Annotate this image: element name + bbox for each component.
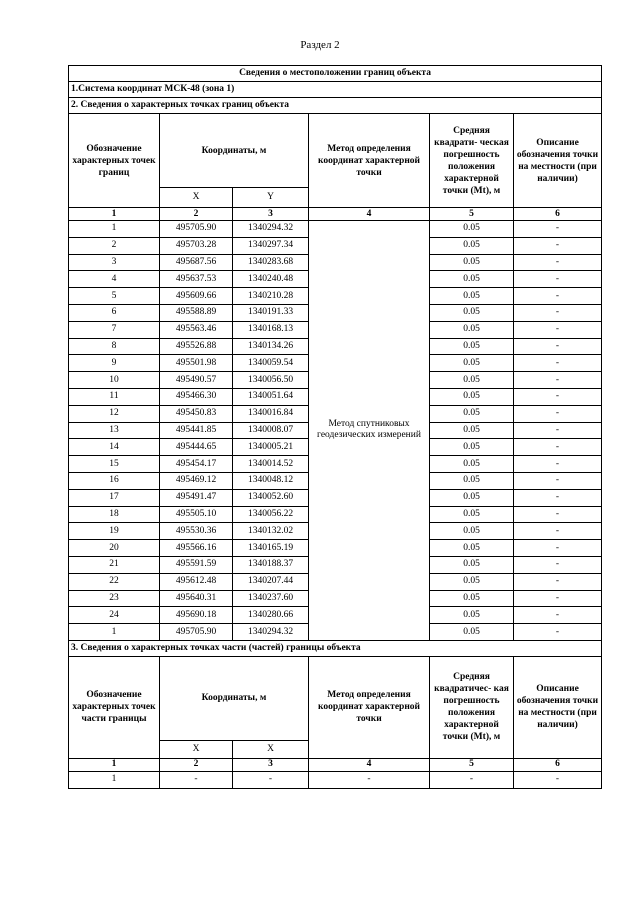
point-id: 6 — [69, 304, 160, 321]
description-value: - — [514, 624, 602, 641]
coord-y: 1340207.44 — [233, 573, 309, 590]
part2-col-method: Метод определения координат характерной точки — [309, 114, 430, 208]
col-number: 6 — [514, 758, 602, 771]
description-value: - — [514, 304, 602, 321]
accuracy-value: 0.05 — [430, 304, 514, 321]
point-id: 14 — [69, 439, 160, 456]
accuracy-value: 0.05 — [430, 523, 514, 540]
coord-x: 495703.28 — [160, 237, 233, 254]
part3-numbers-row — [69, 758, 602, 771]
coord-x: 495705.90 — [160, 221, 233, 238]
point-id: 16 — [69, 472, 160, 489]
coord-x: 495588.89 — [160, 304, 233, 321]
description-value: - — [514, 237, 602, 254]
coord-x: 495450.83 — [160, 405, 233, 422]
accuracy-value: 0.05 — [430, 472, 514, 489]
col-number: 2 — [160, 208, 233, 221]
description-value: - — [514, 422, 602, 439]
description-value: - — [514, 355, 602, 372]
coord-y: - — [233, 771, 309, 788]
accuracy-value: 0.05 — [430, 489, 514, 506]
point-id: 5 — [69, 288, 160, 305]
method-value: - — [309, 771, 430, 788]
coord-y: 1340294.32 — [233, 221, 309, 238]
part3-title: 3. Сведения о характерных точках части (частей) границы объекта — [69, 640, 602, 656]
coord-y: 1340210.28 — [233, 288, 309, 305]
coord-x: 495687.56 — [160, 254, 233, 271]
description-value: - — [514, 254, 602, 271]
part3-col-x: X — [160, 740, 233, 758]
accuracy-value: 0.05 — [430, 405, 514, 422]
method-value: Метод спутниковых геодезических измерений — [309, 221, 430, 641]
accuracy-value: - — [430, 771, 514, 788]
coord-y: 1340280.66 — [233, 607, 309, 624]
coord-y: 1340240.48 — [233, 271, 309, 288]
description-value: - — [514, 489, 602, 506]
coordinate-system-label: 1.Система координат МСК-48 (зона 1) — [69, 82, 602, 98]
description-value: - — [514, 607, 602, 624]
table-title: Сведения о местоположении границ объекта — [69, 66, 602, 82]
accuracy-value: 0.05 — [430, 221, 514, 238]
point-id: 10 — [69, 372, 160, 389]
point-id: 1 — [69, 624, 160, 641]
coord-x: 495441.85 — [160, 422, 233, 439]
coord-y: 1340016.84 — [233, 405, 309, 422]
col-number: 3 — [233, 208, 309, 221]
accuracy-value: 0.05 — [430, 590, 514, 607]
accuracy-value: 0.05 — [430, 556, 514, 573]
col-number: 1 — [69, 758, 160, 771]
coord-x: 495609.66 — [160, 288, 233, 305]
coord-y: 1340168.13 — [233, 321, 309, 338]
accuracy-value: 0.05 — [430, 624, 514, 641]
coord-y: 1340132.02 — [233, 523, 309, 540]
point-id: 9 — [69, 355, 160, 372]
col-number: 3 — [233, 758, 309, 771]
coord-x: 495640.31 — [160, 590, 233, 607]
description-value: - — [514, 439, 602, 456]
point-id: 20 — [69, 540, 160, 557]
accuracy-value: 0.05 — [430, 254, 514, 271]
part2-title: 2. Сведения о характерных точках границ объекта — [69, 98, 602, 114]
boundary-table — [68, 65, 602, 789]
coord-x: 495566.16 — [160, 540, 233, 557]
part3-col-method: Метод определения координат характерной точки — [309, 656, 430, 758]
coord-x: 495526.88 — [160, 338, 233, 355]
accuracy-value: 0.05 — [430, 372, 514, 389]
accuracy-value: 0.05 — [430, 288, 514, 305]
part2-col-coords: Координаты, м — [160, 114, 309, 188]
coord-x: - — [160, 771, 233, 788]
coord-x: 495563.46 — [160, 321, 233, 338]
accuracy-value: 0.05 — [430, 506, 514, 523]
coord-x: 495612.48 — [160, 573, 233, 590]
coord-y: 1340056.22 — [233, 506, 309, 523]
point-id: 1 — [69, 221, 160, 238]
description-value: - — [514, 388, 602, 405]
description-value: - — [514, 338, 602, 355]
coord-x: 495490.57 — [160, 372, 233, 389]
coord-x: 495591.59 — [160, 556, 233, 573]
part2-numbers-row — [69, 208, 602, 221]
point-id: 22 — [69, 573, 160, 590]
accuracy-value: 0.05 — [430, 573, 514, 590]
point-id: 4 — [69, 271, 160, 288]
accuracy-value: 0.05 — [430, 388, 514, 405]
coord-x: 495690.18 — [160, 607, 233, 624]
description-value: - — [514, 321, 602, 338]
coord-x: 495454.17 — [160, 456, 233, 473]
accuracy-value: 0.05 — [430, 439, 514, 456]
description-value: - — [514, 523, 602, 540]
col-number: 4 — [309, 208, 430, 221]
accuracy-value: 0.05 — [430, 355, 514, 372]
system-row — [69, 82, 602, 98]
coord-x: 495530.36 — [160, 523, 233, 540]
point-id: 23 — [69, 590, 160, 607]
coord-x: 495501.98 — [160, 355, 233, 372]
table-row — [69, 221, 602, 238]
description-value: - — [514, 405, 602, 422]
part2-col-x: X — [160, 188, 233, 208]
section-title: Раздел 2 — [300, 39, 340, 51]
coord-y: 1340014.52 — [233, 456, 309, 473]
coord-x: 495444.65 — [160, 439, 233, 456]
accuracy-value: 0.05 — [430, 321, 514, 338]
point-id: 11 — [69, 388, 160, 405]
description-value: - — [514, 556, 602, 573]
coord-y: 1340008.07 — [233, 422, 309, 439]
coord-y: 1340134.26 — [233, 338, 309, 355]
col-number: 5 — [430, 758, 514, 771]
accuracy-value: 0.05 — [430, 271, 514, 288]
part3-col-point: Обозначение характерных точек части границы — [69, 656, 160, 758]
coord-y: 1340237.60 — [233, 590, 309, 607]
part2-col-desc: Описание обозначения точки на местности (при наличии) — [514, 114, 602, 208]
point-id: 21 — [69, 556, 160, 573]
accuracy-value: 0.05 — [430, 338, 514, 355]
description-value: - — [514, 506, 602, 523]
point-id: 8 — [69, 338, 160, 355]
coord-y: 1340051.64 — [233, 388, 309, 405]
coord-y: 1340005.21 — [233, 439, 309, 456]
part2-col-y: Y — [233, 188, 309, 208]
coord-y: 1340052.60 — [233, 489, 309, 506]
coord-y: 1340059.54 — [233, 355, 309, 372]
description-value: - — [514, 573, 602, 590]
part3-col-y: X — [233, 740, 309, 758]
point-id: 7 — [69, 321, 160, 338]
description-value: - — [514, 771, 602, 788]
point-id: 15 — [69, 456, 160, 473]
description-value: - — [514, 472, 602, 489]
coord-y: 1340297.34 — [233, 237, 309, 254]
coord-x: 495469.12 — [160, 472, 233, 489]
part3-header-row — [69, 656, 602, 740]
description-value: - — [514, 288, 602, 305]
part2-header-row — [69, 114, 602, 188]
table-row — [69, 771, 602, 788]
coord-y: 1340056.50 — [233, 372, 309, 389]
point-id: 1 — [69, 771, 160, 788]
description-value: - — [514, 456, 602, 473]
col-number: 2 — [160, 758, 233, 771]
description-value: - — [514, 271, 602, 288]
coord-x: 495637.53 — [160, 271, 233, 288]
accuracy-value: 0.05 — [430, 237, 514, 254]
accuracy-value: 0.05 — [430, 456, 514, 473]
coord-y: 1340165.19 — [233, 540, 309, 557]
col-number: 5 — [430, 208, 514, 221]
coord-x: 495705.90 — [160, 624, 233, 641]
part3-col-coords: Координаты, м — [160, 656, 309, 740]
accuracy-value: 0.05 — [430, 607, 514, 624]
coord-y: 1340048.12 — [233, 472, 309, 489]
point-id: 19 — [69, 523, 160, 540]
coord-x: 495491.47 — [160, 489, 233, 506]
point-id: 2 — [69, 237, 160, 254]
point-id: 17 — [69, 489, 160, 506]
part3-col-desc: Описание обозначения точки на местности (при наличии) — [514, 656, 602, 758]
description-value: - — [514, 590, 602, 607]
description-value: - — [514, 540, 602, 557]
accuracy-value: 0.05 — [430, 422, 514, 439]
point-id: 12 — [69, 405, 160, 422]
point-id: 13 — [69, 422, 160, 439]
coord-y: 1340188.37 — [233, 556, 309, 573]
coord-y: 1340191.33 — [233, 304, 309, 321]
coord-y: 1340294.32 — [233, 624, 309, 641]
description-value: - — [514, 221, 602, 238]
part2-title-row — [69, 98, 602, 114]
coord-x: 495466.30 — [160, 388, 233, 405]
point-id: 24 — [69, 607, 160, 624]
point-id: 18 — [69, 506, 160, 523]
part2-col-point: Обозначение характерных точек границ — [69, 114, 160, 208]
coord-y: 1340283.68 — [233, 254, 309, 271]
part3-title-row — [69, 640, 602, 656]
part3-col-accuracy: Средняя квадратичес- кая погрешность положения характерной точки (Mt), м — [430, 656, 514, 758]
col-number: 1 — [69, 208, 160, 221]
part2-col-accuracy: Средняя квадрати- ческая погрешность положения характерной точки (Mt), м — [430, 114, 514, 208]
table-title-row — [69, 66, 602, 82]
coord-x: 495505.10 — [160, 506, 233, 523]
point-id: 3 — [69, 254, 160, 271]
col-number: 4 — [309, 758, 430, 771]
accuracy-value: 0.05 — [430, 540, 514, 557]
col-number: 6 — [514, 208, 602, 221]
description-value: - — [514, 372, 602, 389]
